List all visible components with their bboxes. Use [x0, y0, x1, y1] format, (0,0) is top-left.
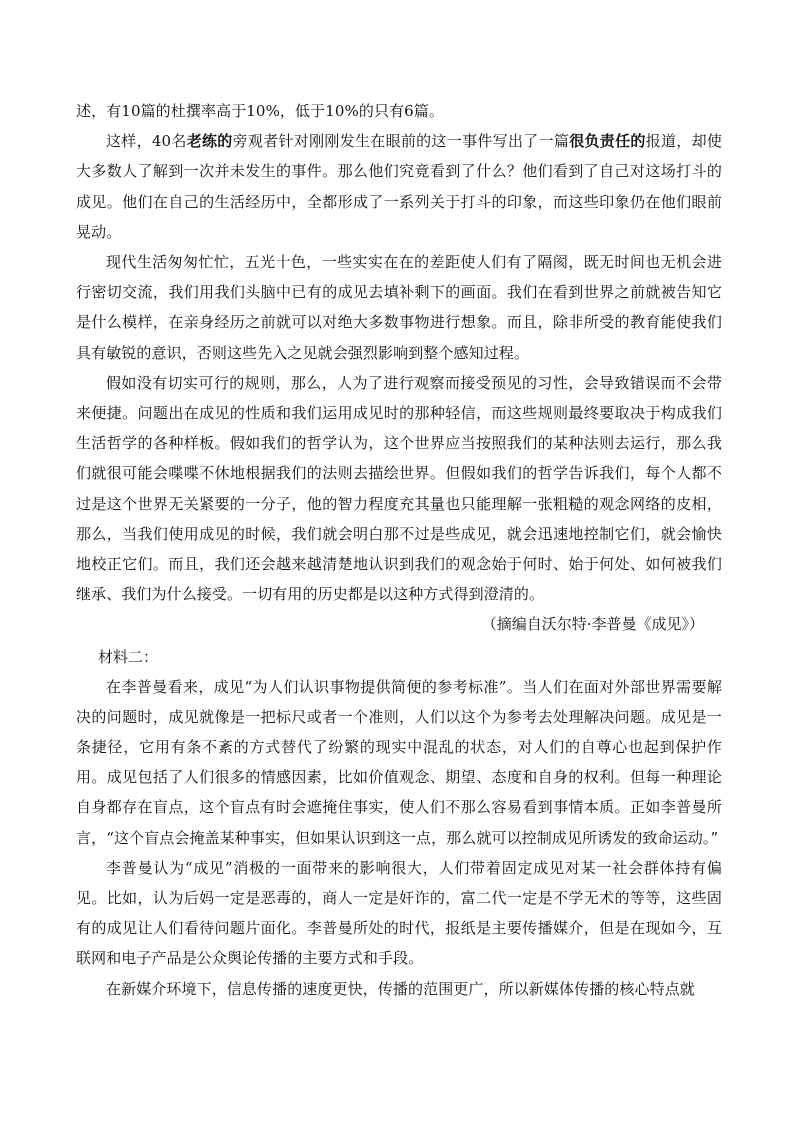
- source-citation: （摘编自沃尔特·李普曼《成见》）: [481, 615, 704, 634]
- paragraph-6: 在新媒介环境下，信息传播的速度更快，传播的范围更广，所以新媒体传播的核心特点就: [106, 979, 695, 998]
- paragraph-continued: 述，有10篇的杜撰率高于10%，低于10%的只有6篇。: [76, 102, 445, 120]
- article-body: [76, 96, 722, 1004]
- paragraph-2: 现代生活匆匆忙忙，五光十色，一些实实在在的差距使人们有了隔阂，既无时间也无机会进行密切交流，我们用我们头脑中已有的成见去填补剩下的画面。我们在看到世界之前就被告知它是什么模样，在亲身经历之前就可以对绝大多数事物进行想象。而且，除非所受的教育能使我们具有敏锐的意识，否则这些先入之见就会强烈影响到整个感知过程。: [76, 253, 722, 362]
- section-heading-material-two: 材料二：: [98, 647, 159, 666]
- bold-phrase-experienced: 老练的: [186, 132, 233, 151]
- paragraph-1-part-d: 报道，却使大多数人了解到一次并未发生的事件。那么他们究竟看到了什么？他们看到了自己对这场打斗的成见。他们在自己的生活经历中，全都形成了一系列关于打斗的印象，而这些印象仍在他们眼前晃动。: [76, 132, 722, 241]
- paragraph-5: 李普曼认为“成见”消极的一面带来的影响很大，人们带着固定成见对某一社会群体持有偏见。比如，认为后妈一定是恶毒的，商人一定是奸诈的，富二代一定是不学无术的等等，这些固有的成见让人们看待问题片面化。李普曼所处的时代，报纸是主要传播媒介，但是在现如今，互联网和电子产品是公众舆论传播的主要方式和手段。: [76, 858, 722, 968]
- paragraph-1: [76, 126, 722, 247]
- paragraph-1-part-a: 这样，40名: [106, 132, 187, 151]
- paragraph-3: 假如没有切实可行的规则，那么，人为了进行观察而接受预见的习性，会导致错误而不会带来便捷。问题出在成见的性质和我们运用成见时的那种轻信，而这些规则最终要取决于构成我们生活哲学的各种样板。假如我们的哲学认为，这个世界应当按照我们的某种法则去运行，那么我们就很可能会喋喋不休地根据我们的法则去描绘世界。但假如我们的哲学告诉我们，每个人都不过是这个世界无关紧要的一分子，他的智力程度充其量也只能理解一张粗糙的观念网络的皮相，那么，当我们使用成见的时候，我们就会明白那不过是些成见，就会迅速地控制它们，就会愉快地校正它们。而且，我们还会越来越清楚地认识到我们的观念始于何时、始于何处、如何被我们继承、我们为什么接受。一切有用的历史都是以这种方式得到澄清的。: [76, 373, 722, 604]
- bold-phrase-responsible: 很负责任的: [569, 132, 646, 151]
- paragraph-1-part-c: 旁观者针对刚刚发生在眼前的这一事件写出了一篇: [232, 132, 570, 151]
- paragraph-4: 在李普曼看来，成见“为人们认识事物提供简便的参考标准”。当人们在面对外部世界需要解决的问题时，成见就像是一把标尺或者一个准则，人们以这个为参考去处理解决问题。成见是一条捷径，它用有条不紊的方式替代了纷繁的现实中混乱的状态，对人们的自尊心也起到保护作用。成见包括了人们很多的情感因素，比如价值观念、期望、态度和自身的权利。但每一种理论自身都存在盲点，这个盲点有时会遮掩住事实，使人们不那么容易看到事情本质。正如李普曼所言，“这个盲点会掩盖某种事实，但如果认识到这一点，那么就可以控制成见所诱发的致命运动。”: [76, 677, 722, 847]
